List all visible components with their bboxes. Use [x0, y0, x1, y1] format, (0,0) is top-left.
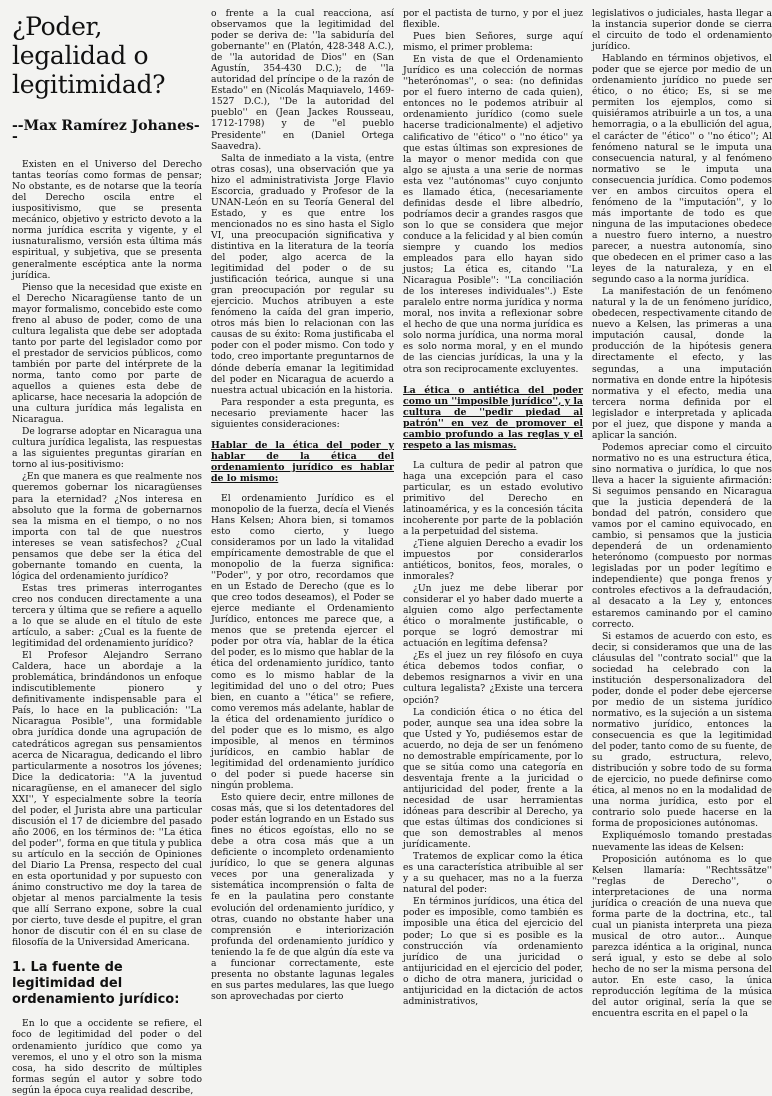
- paragraph: Hablando en términos objetivos, el poder que se ejerce por medio de un ordenamiento jurídico no puede ser ético, o no ético; Es, si se me permiten los ejemplos, como si quisiéramos atribuirle a un tos, a una hemorragia, o a la ebullición del agua, el carácter de ''ético'' o ''no ético''; Al fenómeno natural se le imputa una consecuencia natural, y al fenómeno normativo se le imputa una consecuencia jurídica. Como podemos ver en ambos circuitos opera el fenómeno de la ''imputación'', y lo más importante de todo es que ninguna de las imputaciones obedece a nuestro fuero interno, a nuestro parecer, a nuestra autonomía, sino que obedecen en el primer caso a las leyes de la naturaleza, y en el segundo caso a la norma jurídica.: [592, 53, 772, 286]
- paragraph: Expliquémoslo tomando prestadas nuevamente las ideas de Kelsen:: [592, 830, 772, 853]
- paragraph: Proposición autónoma es lo que Kelsen llamaría: ''Rechtssätze'' ''reglas de Derecho'', o interpretaciones de una norma jurídica o creación de una nueva que forma parte de la doctrina, etc., tal cual un pianista interpreta una pieza musical de otro autor... Aunque parezca idéntica a la original, nunca será igual, y esto se debe al solo hecho de no ser la misma persona del autor. En este caso, la única reproducción legítima de la música del autor original, sería la que se encuentra escrita en el papel o la: [592, 853, 772, 1020]
- paragraph: Pues bien Señores, surge aquí mismo, el primer problema:: [403, 31, 583, 54]
- paragraph: ¿Un juez me debe liberar por considerar el yo haber dado muerte a alguien como algo perfectamente ético o moralmente justificable, o porque se logró demostrar mi actuación en legítima defensa?: [403, 583, 583, 650]
- paragraph: Podemos apreciar como el circuito normativo no es una estructura ética, sino normativa o jurídica, lo que nos lleva a hacer la siguiente afirmación: Si seguimos pensando en Nicaragua que la justicia dependerá de la bondad del patrón, considero que vamos por el camino equivocado, en cambio, si pensamos que la justicia dependerá de un ordenamiento heterónomo (compuesto por normas legisladas por un poder legítimo e independiente) que ponga frenos y controles efectivos a la defraudación, al desacato a la Ley y, entonces estaremos caminando por el camino correcto.: [592, 441, 772, 630]
- subheading: Hablar de la ética del poder y hablar de la ética del ordenamiento jurídico es hablar de lo mismo:: [211, 439, 394, 484]
- paragraph: Tratemos de explicar como la ética es una característica atribuible al ser y a su quehacer, mas no a la fuerza natural del poder:: [403, 851, 583, 896]
- column-1: [12, 8, 202, 1096]
- column-3: [403, 8, 583, 1018]
- paragraph: o frente a la cual reacciona, así observamos que la legitimidad del poder se deriva de: ''la sabiduría del gobernante'' en (Platón, 428-348 A.C.), de ''la autoridad de Dios'' en (San Agustín, 354-430 D.C.); de ''la autoridad del príncipe o de la razón de Estado'' en (Nicolás Maquiavelo, 1469-1527 D.C.), ''De la autoridad del pueblo'' en (Jean Jackes Rousseau, 1712-1798) y de ''el pueblo Presidente'' en (Daniel Ortega Saavedra).: [211, 8, 394, 152]
- author-byline: --Max Ramírez Johanes--: [12, 118, 200, 146]
- paragraph: Pienso que la necesidad que existe en el Derecho Nicaragüense tanto de un mayor formalismo, concebido este como freno al abuso de poder, como de una cultura legalista que debe ser adoptada tanto por parte del legislador como por el prestador de servicios públicos, como también por parte del intérprete de la norma, tanto como por parte de aquellos a quienes esta debe de aplicarse, hace necesaria la adopción de una cultura jurídica más legalista en Nicaragua.: [12, 281, 202, 426]
- paragraph: ¿Tiene alguien Derecho a evadir los impuestos por considerarlos antiéticos, bonitos, feos, morales, o inmorales?: [403, 537, 583, 583]
- paragraph: La cultura de pedir al patron que haga una excepción para el caso particular, es un estado evolutivo primitivo del Derecho en latinoamérica, y es la concesión tácita incoherente por parte de la población a la perpetuidad del sistema.: [403, 459, 583, 537]
- paragraph: Salta de inmediato a la vista, (entre otras cosas), una observación que ya hizo el administrativista Jorge Flavio Escorcia, graduado y Profesor de la UNAN-León en su Teoría General del Estado, y es que entre los mencionados no es sino hasta el Siglo VI, una preocupación significativa y distintiva en la literatura de la teoría del poder, algo acerca de la legitimidad del poder o de su justificación teórica, aunque si una gran preocupación por regular su ejercicio. Muchos atribuyen a este fenómeno la caída del gran imperio, otros más bien lo relacionan con las causas de su éxito: Roma justificaba el poder con el poder mismo. Con todo y todo, creo importante preguntarnos de dónde debería emanar la legitimidad del poder en Nicaragua de acuerdo a nuestra actual ubicación en la historia.: [211, 152, 394, 396]
- paragraph: De lograrse adoptar en Nicaragua una cultura jurídica legalista, las respuestas a las siguientes preguntas girarían en torno al ius-positivismo:: [12, 426, 202, 471]
- paragraph: Estas tres primeras interrogantes creo nos conducen directamente a una tercera y última que se refiere a aquello a lo que se alude en el título de este artículo, a saber: ¿Cual es la fuente de legitimidad del ordenamiento jurídico?: [12, 582, 202, 650]
- column-4: [592, 8, 772, 1018]
- article-title: ¿Poder, legalidad o legitimidad?: [12, 12, 166, 99]
- paragraph: En lo que a occidente se refiere, el foco de legitimidad del poder o del ordenamiento jurídico que como ya veremos, el uno y el otro son la misma cosa, ha sido descrito de múltiples formas según el autor y sobre todo según la época cuya realidad describe,: [12, 1018, 202, 1096]
- section-heading: 1. La fuente de legitimidad del ordenamiento jurídico:: [12, 960, 180, 1008]
- paragraph: por el pactista de turno, y por el juez flexible.: [403, 8, 583, 31]
- paragraph: Si estamos de acuerdo con esto, es decir, si consideramos que una de las cláusulas del ''contrato social'' que la sociedad ha celebrado con la institución despersonalizadora del poder, donde el poder debe ejercerse por medio de un sistema jurídico normativo, es la sujeción a un sistema normativo jurídico, entonces la consecuencia es que la legitimidad del poder, tanto como de su fuente, de su grado, estructura, relevo, distribución y sobre todo de su forma de ejercicio, no puede definirse como ética, al menos no en la modalidad de una norma jurídica, esto por el contrario solo puede hacerse en la forma de proposiciones autónomas.: [592, 630, 772, 830]
- paragraph: En vista de que el Ordenamiento Jurídico es una colección de normas ''heterónomas'', o sea: (no definidas por el fuero interno de cada quien), entonces no le podemos atribuir al ordenamiento jurídico (como suele hacerse tradicionalmente) el adjetivo calificativo de ''ético'' o ''no ético'' ya que estas últimas son expresiones de la mayor o menor medida con que algo se ajusta a una serie de normas esta vez ''autónomas'' cuyo conjunto es llamado ética, (necesariamente definidas desde el libre albedrío, podríamos decir a grandes rasgos que son lo que se considera que mejor conduce a la felicidad y al bien común siempre y cuando los medios empleados para ello hayan sido justos; La ética es, citando ''La Nicaragua Posible'': ''La conciliación de los intereses individuales''.) Este paralelo entre norma jurídica y norma moral, nos invita a reflexionar sobre el hecho de que una norma jurídica es solo norma jurídica, una norma moral es solo norma moral, y en el mundo de las ciencias jurídicas, la una y la otra son reciprocamente excluyentes.: [403, 54, 583, 375]
- paragraph: El Profesor Alejandro Serrano Caldera, hace un abordaje a la problemática, brindándonos un enfoque indiscutiblemente pionero y definitivamente indispensable para el País, lo hace en la publicación: ''La Nicaragua Posible'', una formidable obra jurídica donde una agrupación de catedráticos agregan sus pensamientos acerca de Nicaragua, dedicando el libro particularmente a nosotros los jóvenes; Dice la dedicatoria: ''A la juventud nicaragüense, en el amanecer del siglo XXI'', Y especialmente sobre la teoría del poder, el Jurista abre una particular discusión el 17 de diciembre del pasado año 2006, en los términos de: ''La ética del poder'', forma en que titula y publica su artículo en la sección de Opiniones del Diario La Prensa, respecto del cual en esta oportunidad y por supuesto con ánimo constructivo me doy la tarea de objetar al menos parcialmente la tesis que allí Serrano expone, sobre la cual por cierto, tuve desde el pupitre, el gran honor de discutir con él en su clase de filosofía de la Universidad Americana.: [12, 650, 202, 949]
- paragraph: La manifestación de un fenómeno natural y la de un fenómeno jurídico, obedecen, respectivamente citando de nuevo a Kelsen, las primeras a una imputación causal, donde la producción de la hipótesis genera directamente el efecto, y las segundas, a una imputación normativa en donde entre la hipótesis normativa y el efecto, media una tercera norma definida por el legislador e interpretada y aplicada por el juez, que dispone y manda a aplicar la sanción.: [592, 286, 772, 441]
- paragraph: Existen en el Universo del Derecho tantas teorías como formas de pensar; No obstante, es de notarse que la teoría del Derecho oscila entre el iuspositivismo, que se presenta mecánico, objetivo y estricto devoto a la norma jurídica escrita y vigente, y el iusnaturalismo, versión esta última más espiritual, y subjetiva, que se presenta generalmente escéptica ante la norma jurídica.: [12, 159, 202, 281]
- paragraph: En términos jurídicos, una ética del poder es imposible, como también es imposible una ética del ejercicio del poder; Lo que si es posible es la construcción vía ordenamiento jurídico de una juricidad o antijuricidad en el ejercicio del poder, o dicho de otra manera, juricidad o antijuricidad en la dictación de actos administrativos,: [403, 896, 583, 1007]
- subheading: La ética o antiética del poder como un ''imposible jurídico'', y la cultura de ''pedir piedad al patrón'' en vez de promover el cambio profundo a las reglas y el respeto a las mismas.: [403, 384, 583, 451]
- paragraph: Para responder a esta pregunta, es necesario previamente hacer las siguientes consideraciones:: [211, 396, 394, 430]
- paragraph: legislativos o judiciales, hasta llegar a la instancia superior donde se cierra el circuito de todo el ordenamiento jurídico.: [592, 8, 772, 53]
- paragraph: La condición ética o no ética del poder, aunque sea una idea sobre la que Usted y Yo, pudiésemos estar de acuerdo, no deja de ser un fenómeno no demostrable empíricamente, por lo que se sitúa como una categoría en desventaja frente a la juricidad o antijuricidad del poder, frente a la necesidad de usar herramientas idóneas para describir al Derecho, ya que estas últimas dos condiciones si que son demostrables al menos jurídicamente.: [403, 706, 583, 851]
- column-2: [211, 8, 394, 1018]
- paragraph: El ordenamiento Jurídico es el monopolio de la fuerza, decía el Vienés Hans Kelsen; Ahora bien, si tomamos esto como cierto, y luego consideramos por un lado la vitalidad empíricamente demostrable de que el monopolio de la fuerza significa: ''Poder'', y por otro, recordamos que en un Estado de Derecho (que es lo que creo todos deseamos), el Poder se ejerce mediante el Ordenamiento Jurídico, entonces me parece que, a menos que se pretenda ejercer el poder por otra vía, hablar de la ética del poder, es lo mismo que hablar de la ética del ordenamiento jurídico, tanto como es lo mismo hablar de la legitimidad del uno o del otro; Pues bien, en cuanto a ''ética'' se refiere, como veremos más adelante, hablar de la ética del ordenamiento jurídico o del poder que es lo mismo, es algo imposible, al menos en términos jurídicos, en cambio hablar de legitimidad del ordenamiento jurídico o del poder si puede hacerse sin ningún problema.: [211, 492, 394, 791]
- paragraph: ¿En que manera es que realmente nos queremos gobernar los nicaragüenses para la eternidad? ¿Nos interesa en absoluto que la forma de gobernarnos sea la misma en el tiempo, o no nos importa con tal de que nuestros intereses se vean satisfechos? ¿Cual pensamos que debe ser la ética del gobernante tomando en cuenta, la lógica del ordenamiento jurídico?: [12, 471, 202, 582]
- paragraph: Esto quiere decir, entre millones de cosas más, que si los detentadores del poder están logrando en un Estado sus fines no éticos egoístas, ello no se debe a otra cosa más que a un deficiente o incompleto ordenamiento jurídico, lo que se genera algunas veces por una generalizada y sistemática incomprensión o falta de fe en la paulatina pero constante evolución del ordenamiento jurídico, y otras, cuando no obstante haber una comprensión e interiorización profunda del ordenamiento jurídico y teniendo la fe de que algún día este va a funcionar correctamente, este presenta no obstante lagunas legales en sus partes medulares, las que luego son aprovechadas por cierto: [211, 792, 394, 1002]
- paragraph: ¿Es el juez un rey filósofo en cuya ética debemos todos confiar, o debemos resignarnos a vivir en una cultura legalista? ¿Existe una tercera opción?: [403, 650, 583, 706]
